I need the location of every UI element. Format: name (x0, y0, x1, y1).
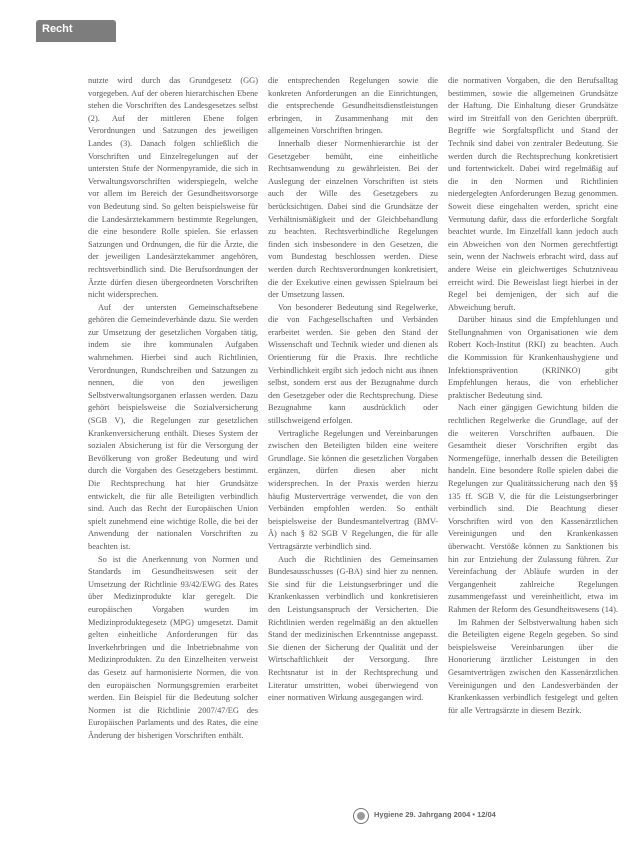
paragraph: Auch die Richtlinien des Gemeinsamen Bundesausschusses (G-BA) sind hier zu nennen. Sie sind für die Leistungserbringer und die Krankenkassen verbindlich und konkretisieren den Leistungsanspruch der Versicherten. Die Richtlinien werden regelmäßig an den aktuellen Stand der medizinischen Erkenntnisse angepasst. Sie dienen der Sicherung der Qualität und der Wirtschaftlichkeit der Versorgung. Ihre Rechtsnatur ist in der Rechtsprechung und Literatur umstritten, wobei überwiegend von einer normativen Wirkung ausgegangen wird. (268, 554, 438, 703)
journal-logo-icon (353, 808, 369, 824)
paragraph: So ist die Anerkennung von Normen und Standards im Gesundheitswesen seit der Umsetzung der Richtlinie 93/42/EWG des Rates über Medizinprodukte klar geregelt. Die europäischen Vorgaben wurden im Medizinproduktegesetz (MPG) umgesetzt. Damit gelten einheitliche Anforderungen für das Inverkehrbringen und die Inbetriebnahme von Medizinprodukten. Zu den Einzelheiten verweist das Gesetz auf harmonisierte Normen, die von den europäischen Normungsgremien erarbeitet werden. Ein Beispiel für die Bedeutung solcher Normen ist die Richtlinie 2007/47/EG des Europäischen Parlaments und des Rates, die eine Änderung der bisherigen Vorschriften enthält. (88, 554, 258, 740)
paragraph: Vertragliche Regelungen und Vereinbarungen zwischen den Beteiligten bilden eine weitere Grundlage. Sie können die gesetzlichen Vorgaben ergänzen, dürfen diesen aber nicht widersprechen. In der Praxis werden hierzu häufig Musterverträge verwendet, die von den Verbänden empfohlen werden. So enthält beispielsweise der Bundesmantelvertrag (BMV-Ä) nach § 82 SGB V Regelungen, die für alle Vertragsärzte verbindlich sind. (268, 428, 438, 551)
section-label: Recht (42, 23, 73, 35)
paragraph: Von besonderer Bedeutung sind Regelwerke, die von Fachgesellschaften und Verbänden erarbeitet werden. Sie geben den Stand der Wissenschaft und Technik wieder und dienen als Orientierung für die Praxis. Ihre rechtliche Verbindlichkeit ergibt sich jedoch nicht aus ihnen selbst, sondern erst aus der Bezugnahme durch den Gesetzgeber oder die Rechtsprechung. Diese Bezugnahme kann ausdrücklich oder stillschweigend erfolgen. (268, 302, 438, 426)
paragraph: nutzte wird durch das Grundgesetz (GG) vorgegeben. Auf der oberen hierarchischen Ebene stehen die Vorschriften des Landesgesetzes selbst (2). Auf der mittleren Ebene folgen Verordnungen und Satzungen des jeweiligen Landes (3). Danach folgen schließlich die Vorschriften und Einzelregelungen auf der untersten Stufe der Normenpyramide, die sich in Verwaltungsvorschriften widerspiegeln, welche vor allem im Bereich der Gesundheitsvorsorge von Bedeutung sind. So gelten beispielsweise für die Landesärztekammern bestimmte Regelungen, die eine besondere Rolle spielen. Sie erlassen Satzungen und Ordnungen, die für die Ärzte, die der jeweiligen Landesärztekammer angehören, rechtsverbindlich sind. Die Berufsordnungen der Ärzte dürfen diesen übergeordneten Vorschriften nicht widersprechen. (88, 76, 258, 300)
paragraph: die entsprechenden Regelungen sowie die konkreten Anforderungen an die Einrichtungen, die entsprechende Gesundheitsdienstleistungen erbringen, in Zusammenhang mit den allgemeinen Vorschriften bringen. (268, 76, 438, 136)
paragraph: die normativen Vorgaben, die den Berufsalltag bestimmen, sowie die allgemeinen Grundsätze der Haftung. Die Einhaltung dieser Grundsätze wird im Streitfall von den Gerichten überprüft. Begriffe wie Sorgfaltspflicht und Stand der Technik sind dabei von zentraler Bedeutung. Sie werden durch die Rechtsprechung konkretisiert und fortentwickelt. Dabei wird regelmäßig auf die in den Normen und Richtlinien niedergelegten Anforderungen Bezug genommen. Soweit diese eingehalten werden, spricht eine Vermutung dafür, dass die erforderliche Sorgfalt beachtet wurde. Im Einzelfall kann jedoch auch ein Abweichen von den Normen gerechtfertigt sein, wenn der Nachweis erbracht wird, dass auf andere Weise ein gleichwertiges Schutzniveau erreicht wird. Die Beweislast liegt hierbei in der Regel bei demjenigen, der sich auf die Abweichung beruft. (448, 76, 618, 312)
paragraph: Auf der untersten Gemeinschaftsebene gehören die Gemeindeverbände dazu. Sie werden zur Umsetzung der gesetzlichen Vorgaben tätig, indem sie ihre kommunalen Aufgaben wahrnehmen. Hierbei sind auch Richtlinien, Verordnungen, Rundschreiben und Satzungen zu nennen, die von den jeweiligen Selbstverwaltungsorganen erlassen werden. Dazu gehört beispielsweise die Sozialversicherung (SGB V), die Regelungen zur gesetzlichen Krankenversicherung enthält. Dieses System der sozialen Absicherung ist für die Versorgung der Bevölkerung von großer Bedeutung und wird durch die Vorgaben des Gesetzgebers bestimmt. Die Rechtsprechung hat hier Grundsätze entwickelt, die für alle Beteiligten verbindlich sind. Auch das Recht der Europäischen Union spielt zunehmend eine wichtige Rolle, die bei der Anwendung der nationalen Vorschriften zu beachten ist. (88, 302, 258, 551)
footer-citation: Hygiene 29. Jahrgang 2004 • 12/04 (374, 810, 496, 819)
text-column-2 (268, 75, 438, 705)
paragraph: Innerhalb dieser Normenhierarchie ist der Gesetzgeber bemüht, eine einheitliche Rechtsanwendung zu gewährleisten. Bei der Auslegung der einzelnen Vorschriften ist stets auch der Wille des Gesetzgebers zu berücksichtigen. Dabei sind die Grundsätze der Verhältnismäßigkeit und der Gleichbehandlung zu beachten. Rechtsverbindliche Regelungen finden sich insbesondere in den Gesetzen, die vom Bundestag beschlossen werden. Diese werden durch Rechtsverordnungen konkretisiert, die der Exekutive einen gewissen Spielraum bei der Umsetzung lassen. (268, 138, 438, 300)
text-column-1 (88, 75, 258, 742)
text-column-3 (448, 75, 618, 717)
paragraph: Im Rahmen der Selbstverwaltung haben sich die Beteiligten eigene Regeln gegeben. So sind beispielsweise Vereinbarungen über die Honorierung ärztlicher Leistungen in den Gesamtverträgen zwischen den Kassenärztlichen Vereinigungen und den Landesverbänden der Krankenkassen verbindlich festgelegt und gelten für alle Vertragsärzte in diesem Bezirk. (448, 617, 618, 715)
paragraph: Nach einer gängigen Gewichtung bilden die rechtlichen Regelwerke die Grundlage, auf der die weiteren Vorschriften aufbauen. Die Gesamtheit dieser Vorschriften ergibt das Normengefüge, innerhalb dessen die Beteiligten handeln. Eine besondere Rolle spielen dabei die Regelungen zur Qualitätssicherung nach den §§ 135 ff. SGB V, die für die Leistungserbringer verbindlich sind. Die Beachtung dieser Vorschriften wird von den Kassenärztlichen Vereinigungen und den Krankenkassen überwacht. Verstöße können zu Sanktionen bis hin zur Entziehung der Zulassung führen. Zur Vereinfachung der Abläufe wurden in der Vergangenheit zahlreiche Regelungen zusammengefasst und vereinheitlicht, etwa im Rahmen der Reform des Gesundheitswesens (14). (448, 403, 618, 614)
paragraph: Darüber hinaus sind die Empfehlungen und Stellungnahmen von Organisationen wie dem Robert Koch-Institut (RKI) zu beachten. Auch die Kommission für Krankenhaushygiene und Infektionsprävention (KRINKO) gibt Empfehlungen heraus, die von erheblicher praktischer Bedeutung sind. (448, 315, 618, 400)
